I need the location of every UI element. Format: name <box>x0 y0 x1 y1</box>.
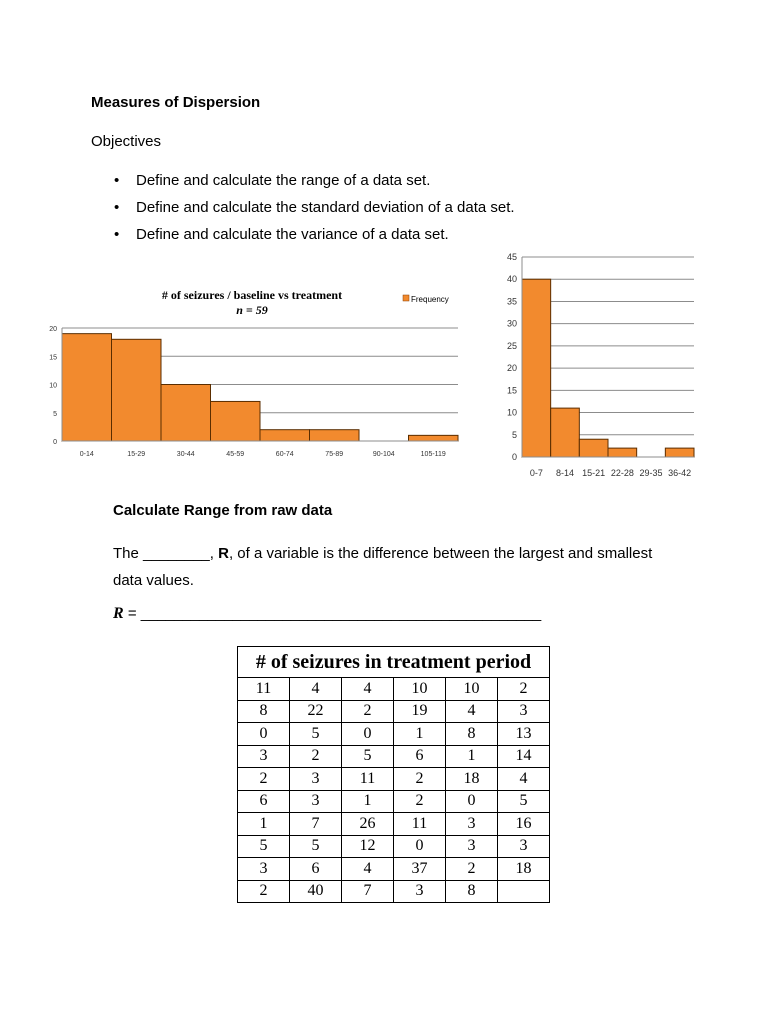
objective-text: Define and calculate the standard deviation of a data set. <box>136 199 515 216</box>
table-row <box>238 813 550 836</box>
table-cell: 2 <box>394 790 446 813</box>
table-cell: 4 <box>342 858 394 881</box>
table-row <box>238 790 550 813</box>
y-tick-label: 5 <box>511 429 517 440</box>
x-tick-label: 90-104 <box>372 451 395 458</box>
table-cell: 2 <box>238 768 290 791</box>
objective-text: Define and calculate the variance of a data set. <box>136 226 449 243</box>
table-cell: 1 <box>446 745 498 768</box>
table-cell: 3 <box>394 880 446 903</box>
histogram-treatment <box>490 248 705 484</box>
y-tick-label: 10 <box>506 407 517 418</box>
bar <box>579 439 608 457</box>
bullet-icon: • <box>114 199 120 216</box>
x-tick-label: 22-28 <box>610 468 634 478</box>
x-tick-label: 45-59 <box>226 451 245 458</box>
range-definition <box>113 540 673 594</box>
table-cell: 13 <box>498 723 550 746</box>
table-cell: 14 <box>498 745 550 768</box>
table-cell: 3 <box>238 745 290 768</box>
table-cell: 2 <box>290 745 342 768</box>
y-tick-label: 30 <box>506 318 517 329</box>
table-cell: 2 <box>342 700 394 723</box>
bar <box>211 401 261 441</box>
seizure-data-table <box>237 646 550 903</box>
table-cell: 18 <box>446 768 498 791</box>
table-row <box>238 835 550 858</box>
objective-item <box>112 198 515 225</box>
table-cell: 8 <box>238 700 290 723</box>
table-cell: 0 <box>342 723 394 746</box>
table-cell: 0 <box>394 835 446 858</box>
definition-post: , of a variable is the difference between the largest and smallest data values. <box>113 545 653 589</box>
table-cell: 18 <box>498 858 550 881</box>
bar <box>260 430 310 441</box>
bar <box>522 279 551 457</box>
table-cell: 22 <box>290 700 342 723</box>
table-cell: 26 <box>342 813 394 836</box>
range-formula-blank: = ________________________________________________ <box>123 605 542 622</box>
table-cell: 6 <box>394 745 446 768</box>
x-tick-label: 105-119 <box>420 451 446 458</box>
table-body <box>238 678 550 903</box>
table-cell: 4 <box>498 768 550 791</box>
bar <box>409 435 459 441</box>
x-tick-label: 36-42 <box>668 468 692 478</box>
objective-text: Define and calculate the range of a data set. <box>136 172 431 189</box>
table-cell: 8 <box>446 723 498 746</box>
table-cell: 10 <box>394 678 446 701</box>
histogram-baseline-vs-treatment <box>30 280 470 480</box>
bar <box>310 430 360 441</box>
table-cell: 3 <box>290 790 342 813</box>
table-cell: 0 <box>238 723 290 746</box>
x-tick-label: 0-14 <box>79 451 94 458</box>
table-cell: 1 <box>342 790 394 813</box>
table-cell: 3 <box>238 858 290 881</box>
section-heading: Calculate Range from raw data <box>113 502 333 519</box>
table-cell: 8 <box>446 880 498 903</box>
table-cell: 4 <box>342 678 394 701</box>
table-cell: 11 <box>394 813 446 836</box>
table-cell <box>498 880 550 903</box>
range-formula-symbol: R <box>113 605 124 622</box>
legend-label: Frequency <box>411 295 449 304</box>
y-tick-label: 20 <box>49 326 57 333</box>
table-cell: 3 <box>290 768 342 791</box>
table-cell: 1 <box>238 813 290 836</box>
bar <box>112 339 162 441</box>
objective-item <box>112 225 515 252</box>
table-cell: 10 <box>446 678 498 701</box>
y-tick-label: 20 <box>506 363 517 374</box>
y-tick-label: 40 <box>506 274 517 285</box>
table-cell: 2 <box>238 880 290 903</box>
bullet-icon: • <box>114 226 120 243</box>
bar <box>62 334 112 441</box>
bar <box>161 385 211 442</box>
y-tick-label: 10 <box>49 382 57 390</box>
y-tick-label: 5 <box>53 410 57 418</box>
x-tick-label: 8-14 <box>555 468 575 478</box>
range-symbol: R <box>218 545 229 562</box>
y-tick-label: 15 <box>49 354 57 362</box>
x-tick-label: 15-29 <box>127 451 146 458</box>
table-cell: 3 <box>446 835 498 858</box>
table-cell: 2 <box>446 858 498 881</box>
y-tick-label: 0 <box>53 439 57 446</box>
table-cell: 2 <box>394 768 446 791</box>
table-cell: 5 <box>498 790 550 813</box>
table-row <box>238 700 550 723</box>
table-cell: 6 <box>290 858 342 881</box>
legend-swatch <box>403 295 409 301</box>
x-tick-label: 0-7 <box>529 468 543 478</box>
table-cell: 4 <box>446 700 498 723</box>
chart-subtitle: n = 59 <box>236 303 268 317</box>
x-tick-label: 29-35 <box>639 468 663 478</box>
x-tick-label: 15-21 <box>582 468 606 478</box>
bar <box>665 448 694 457</box>
x-tick-label: 30-44 <box>176 451 195 458</box>
table-cell: 16 <box>498 813 550 836</box>
table-cell: 11 <box>342 768 394 791</box>
table-cell: 4 <box>290 678 342 701</box>
table-cell: 2 <box>498 678 550 701</box>
table-cell: 6 <box>238 790 290 813</box>
table-cell: 5 <box>342 745 394 768</box>
table-cell: 3 <box>446 813 498 836</box>
table-row <box>238 745 550 768</box>
table-row <box>238 723 550 746</box>
table-cell: 0 <box>446 790 498 813</box>
y-tick-label: 15 <box>506 385 517 396</box>
objectives-list <box>112 171 515 252</box>
table-cell: 5 <box>290 723 342 746</box>
table-cell: 12 <box>342 835 394 858</box>
table-title: # of seizures in treatment period <box>238 647 550 678</box>
table-cell: 3 <box>498 835 550 858</box>
bar <box>608 448 637 457</box>
y-tick-label: 0 <box>511 452 517 462</box>
y-tick-label: 25 <box>506 340 517 351</box>
y-tick-label: 45 <box>506 252 517 262</box>
definition-pre: The ________, <box>113 545 219 562</box>
x-tick-label: 60-74 <box>275 451 294 458</box>
chart-title: # of seizures / baseline vs treatment <box>161 288 343 302</box>
table-row <box>238 768 550 791</box>
table-cell: 11 <box>238 678 290 701</box>
table-cell: 3 <box>498 700 550 723</box>
objectives-label: Objectives <box>91 133 162 150</box>
table-cell: 40 <box>290 880 342 903</box>
table-row <box>238 678 550 701</box>
bar <box>551 408 580 457</box>
range-formula <box>113 605 541 623</box>
table-cell: 5 <box>290 835 342 858</box>
table-cell: 7 <box>342 880 394 903</box>
table-cell: 7 <box>290 813 342 836</box>
bullet-icon: • <box>114 172 120 189</box>
table-cell: 19 <box>394 700 446 723</box>
table-cell: 1 <box>394 723 446 746</box>
table-row <box>238 858 550 881</box>
table-row <box>238 880 550 903</box>
table-cell: 5 <box>238 835 290 858</box>
y-tick-label: 35 <box>506 296 517 307</box>
table-cell: 37 <box>394 858 446 881</box>
page-title: Measures of Dispersion <box>91 94 261 111</box>
objective-item <box>112 171 515 198</box>
x-tick-label: 75-89 <box>325 451 344 458</box>
